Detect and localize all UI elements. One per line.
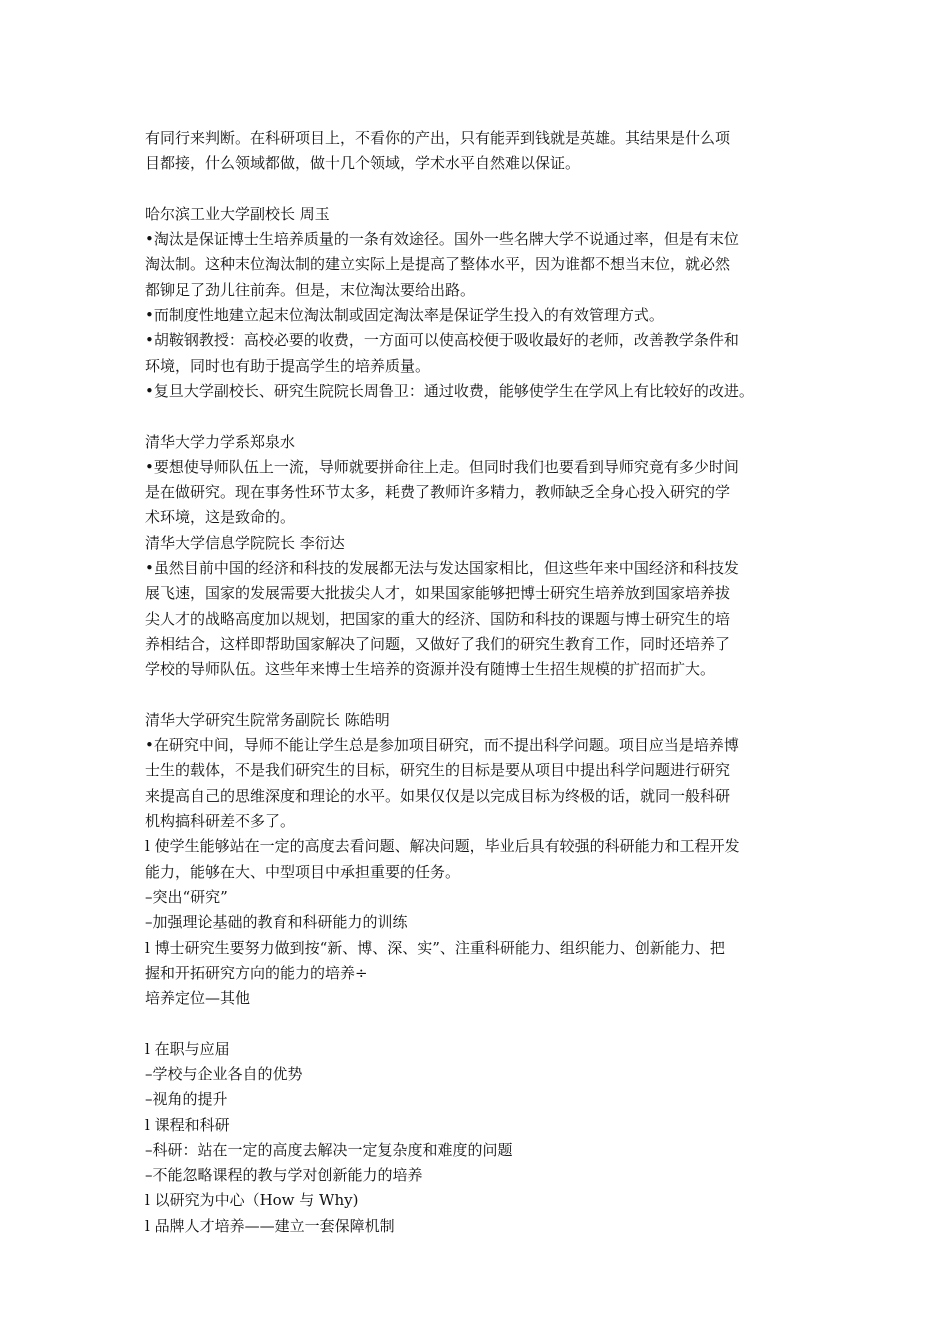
text-line: •而制度性地建立起末位淘汰制或固定淘汰率是保证学生投入的有效管理方式。: [145, 306, 664, 325]
paragraph: [145, 1037, 815, 1062]
paragraph: [145, 126, 815, 177]
paragraph: [145, 202, 815, 227]
paragraph: [145, 1163, 815, 1188]
text-line: l 使学生能够站在一定的高度去看问题、解决问题，毕业后具有较强的科研能力和工程开发: [145, 837, 740, 856]
text-line: 清华大学信息学院院长 李衍达: [145, 533, 345, 552]
text-line: –加强理论基础的教育和科研能力的训练: [145, 913, 408, 932]
text-line: 清华大学研究生院常务副院长 陈皓明: [145, 710, 390, 729]
paragraph: [145, 910, 815, 935]
text-line: l 在职与应届: [145, 1039, 230, 1058]
blank-line: [145, 177, 815, 202]
blank-line: [145, 404, 815, 429]
text-line: 养相结合，这样即帮助国家解决了问题，又做好了我们的研究生教育工作，同时还培养了: [145, 634, 731, 653]
paragraph: [145, 328, 815, 379]
paragraph: [145, 733, 815, 834]
text-line: •复旦大学副校长、研究生院院长周鲁卫：通过收费，能够使学生在学风上有比较好的改进。: [145, 381, 754, 400]
text-line: –科研：站在一定的高度去解决一定复杂度和难度的问题: [145, 1140, 513, 1159]
paragraph: [145, 379, 815, 404]
text-line: –不能忽略课程的教与学对创新能力的培养: [145, 1166, 423, 1185]
text-line: 环境，同时也有助于提高学生的培养质量。: [145, 356, 431, 375]
paragraph: [145, 834, 815, 885]
paragraph: [145, 1087, 815, 1112]
text-line: –学校与企业各自的优势: [145, 1064, 303, 1083]
text-line: l 以研究为中心（How 与 Why): [145, 1191, 359, 1210]
text-line: 士生的载体，不是我们研究生的目标，研究生的目标是要从项目中提出科学问题进行研究: [145, 761, 731, 780]
text-line: –突出“研究”: [145, 887, 228, 906]
paragraph: [145, 1138, 815, 1163]
paragraph: [145, 556, 815, 682]
text-line: 术环境，这是致命的。: [145, 508, 296, 527]
document-page: [145, 126, 815, 1239]
text-line: l 课程和科研: [145, 1115, 230, 1134]
text-line: 淘汰制。这种末位淘汰制的建立实际上是提高了整体水平，因为谁都不想当末位，就必然: [145, 255, 731, 274]
paragraph: [145, 936, 815, 987]
text-line: 有同行来判断。在科研项目上，不看你的产出，只有能弄到钱就是英雄。其结果是什么项: [145, 129, 731, 147]
text-line: •胡鞍钢教授：高校必要的收费，一方面可以使高校便于吸收最好的老师，改善教学条件和: [145, 331, 739, 350]
text-line: •在研究中间，导师不能让学生总是参加项目研究，而不提出科学问题。项目应当是培养博: [145, 736, 739, 755]
text-line: 目都接，什么领域都做，做十几个领域，学术水平自然难以保证。: [145, 154, 581, 173]
text-line: 是在做研究。现在事务性环节太多，耗费了教师许多精力，教师缺乏全身心投入研究的学: [145, 483, 731, 502]
text-line: 能力，能够在大、中型项目中承担重要的任务。: [145, 862, 461, 881]
text-line: 机构搞科研差不多了。: [145, 812, 296, 831]
text-line: l 品牌人才培养——建立一套保障机制: [145, 1216, 395, 1235]
blank-line: [145, 683, 815, 708]
text-line: 清华大学力学系郑泉水: [145, 432, 296, 451]
text-line: 来提高自己的思维深度和理论的水平。如果仅仅是以完成目标为终极的话，就同一般科研: [145, 786, 731, 805]
text-line: 都铆足了劲儿往前奔。但是，末位淘汰要给出路。: [145, 280, 476, 299]
paragraph: [145, 986, 815, 1011]
text-line: –视角的提升: [145, 1090, 228, 1109]
text-line: 尖人才的战略高度加以规划，把国家的重大的经济、国防和科技的课题与博士研究生的培: [145, 609, 731, 628]
text-line: 握和开拓研究方向的能力的培养÷: [145, 963, 368, 982]
text-line: l 博士研究生要努力做到按“新、博、深、实”、注重科研能力、组织能力、创新能力、把: [145, 938, 725, 957]
text-line: 展飞速，国家的发展需要大批拔尖人才，如果国家能够把博士研究生培养放到国家培养拔: [145, 584, 731, 603]
text-line: •淘汰是保证博士生培养质量的一条有效途径。国外一些名牌大学不说通过率，但是有末位: [145, 230, 739, 249]
text-line: 哈尔滨工业大学副校长 周玉: [145, 204, 330, 223]
paragraph: [145, 885, 815, 910]
text-line: 学校的导师队伍。这些年来博士生培养的资源并没有随博士生招生规模的扩招而扩大。: [145, 660, 716, 679]
paragraph: [145, 1062, 815, 1087]
paragraph: [145, 708, 815, 733]
text-line: 培养定位—其他: [145, 989, 251, 1008]
paragraph: [145, 227, 815, 303]
paragraph: [145, 430, 815, 455]
paragraph: [145, 303, 815, 328]
paragraph: [145, 1214, 815, 1239]
paragraph: [145, 531, 815, 556]
paragraph: [145, 1188, 815, 1213]
blank-line: [145, 1011, 815, 1036]
text-line: •虽然目前中国的经济和科技的发展都无法与发达国家相比，但这些年来中国经济和科技发: [145, 559, 739, 578]
paragraph: [145, 1113, 815, 1138]
paragraph: [145, 455, 815, 531]
text-line: •要想使导师队伍上一流，导师就要拼命往上走。但同时我们也要看到导师究竟有多少时间: [145, 457, 739, 476]
